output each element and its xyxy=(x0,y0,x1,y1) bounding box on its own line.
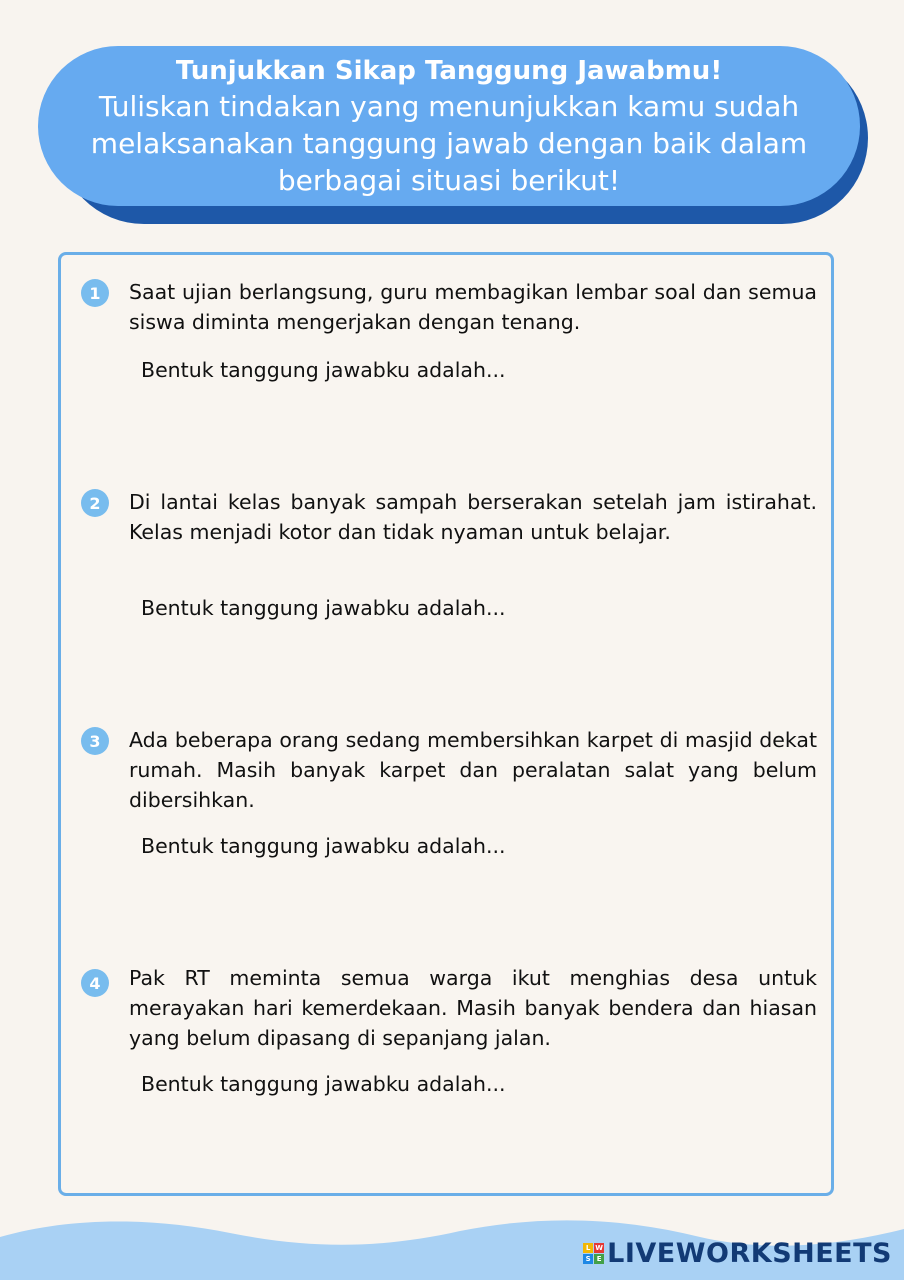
page-instructions: Tuliskan tindakan yang menunjukkan kamu sudah melaksanakan tanggung jawab dengan baik dalam berbagai situasi berikut! xyxy=(90,89,808,197)
liveworksheets-logo xyxy=(583,1238,892,1269)
header-banner xyxy=(38,46,860,206)
page-title: Tunjukkan Sikap Tanggung Jawabmu! xyxy=(175,55,723,86)
question-number-badge: 2 xyxy=(81,489,109,517)
answer-label: Bentuk tanggung jawabku adalah... xyxy=(141,596,506,620)
question-text: Pak RT meminta semua warga ikut menghias desa untuk merayakan hari kemerdekaan. Masih banyak bendera dan hiasan yang belum dipasang di sepanjang jalan. xyxy=(129,966,817,1050)
logo-text: LIVEWORKSHEETS xyxy=(607,1238,892,1269)
question-text: Saat ujian berlangsung, guru membagikan lembar soal dan semua siswa diminta mengerjakan dengan tenang. xyxy=(129,280,817,334)
answer-label: Bentuk tanggung jawabku adalah... xyxy=(141,834,506,858)
question-text: Di lantai kelas banyak sampah berserakan setelah jam istirahat. Kelas menjadi kotor dan tidak nyaman untuk belajar. xyxy=(129,490,817,544)
answer-label: Bentuk tanggung jawabku adalah... xyxy=(141,358,506,382)
answer-label: Bentuk tanggung jawabku adalah... xyxy=(141,1072,506,1096)
question-number-badge: 1 xyxy=(81,279,109,307)
questions-card xyxy=(58,252,834,1196)
question-number-badge: 3 xyxy=(81,727,109,755)
liveworksheets-logo-icon: L W S E xyxy=(583,1243,604,1264)
question-text: Ada beberapa orang sedang membersihkan karpet di masjid dekat rumah. Masih banyak karpet dan peralatan salat yang belum dibersihkan. xyxy=(129,728,817,812)
question-number-badge: 4 xyxy=(81,969,109,997)
